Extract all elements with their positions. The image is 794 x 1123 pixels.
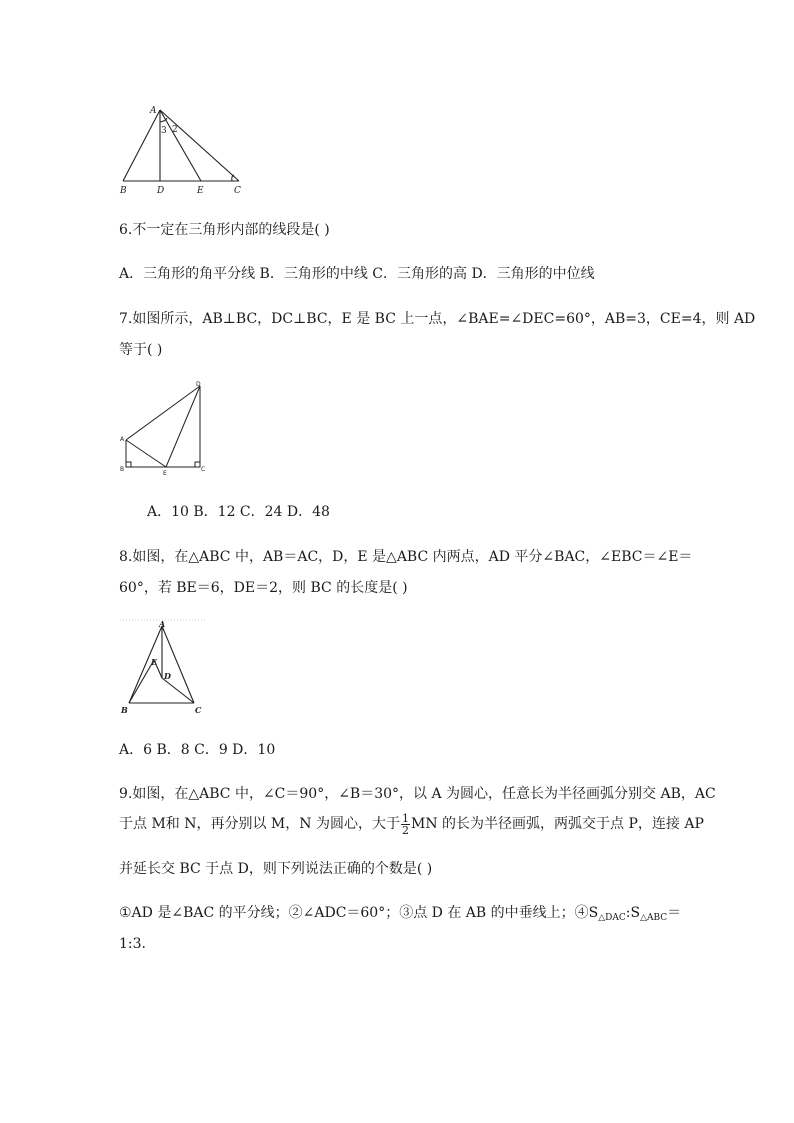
right-angle-c xyxy=(195,462,200,467)
q9-stem-line2-after: MN 的长为半径画弧，两弧交于点 P，连接 AP xyxy=(410,816,704,832)
label-b: B xyxy=(121,705,128,715)
q9-stem-line1: 9.如图，在△ABC 中，∠C＝90°，∠B＝30°，以 A 为圆心，任意长为半径画弧分别交 AB，AC xyxy=(119,786,716,802)
q7-stem-line2: 等于( ) xyxy=(119,342,163,358)
label-c: C xyxy=(201,466,206,473)
figure-q8-svg xyxy=(118,616,218,721)
q9-statements-line1 xyxy=(119,905,682,923)
label-angle-2: 2 xyxy=(172,125,178,135)
segment-ac xyxy=(162,626,194,703)
label-a: A xyxy=(159,619,166,629)
label-b: B xyxy=(120,186,127,196)
q9-stem-line3: 并延长交 BC 于点 D，则下列说法正确的个数是( ) xyxy=(119,861,433,877)
subscript-abc: △ABC xyxy=(640,913,668,923)
label-d: D xyxy=(157,186,165,196)
segment-ab xyxy=(123,110,160,181)
q9-statements-before: ①AD 是∠BAC 的平分线；②∠ADC＝60°；③点 D 在 AB 的中垂线上；④S xyxy=(119,905,599,921)
fraction-one-half xyxy=(401,813,410,836)
segment-ae xyxy=(160,110,201,181)
label-e: E xyxy=(151,657,158,667)
figure-1-svg xyxy=(110,100,250,195)
figure-q8 xyxy=(118,616,218,721)
label-d: D xyxy=(196,381,201,388)
q9-statements-line2: 1:3. xyxy=(119,936,146,952)
label-angle-3: 3 xyxy=(161,126,167,136)
label-e: E xyxy=(197,186,204,196)
subscript-dac: △DAC xyxy=(598,913,626,923)
q6-stem: 6.不一定在三角形内部的线段是( ) xyxy=(119,222,330,238)
q9-stem-line2 xyxy=(119,812,704,836)
label-a: A xyxy=(150,106,157,116)
label-c: C xyxy=(234,186,241,196)
fraction-denominator: 2 xyxy=(401,823,409,837)
q6-options: A．三角形的角平分线 B．三角形的中线 C．三角形的高 D．三角形的中位线 xyxy=(119,266,595,282)
label-e: E xyxy=(163,470,167,477)
q8-stem-line2: 60°，若 BE＝6，DE＝2，则 BC 的长度是( ) xyxy=(119,580,408,596)
figure-triangle-abc-q5 xyxy=(110,100,250,195)
label-d: D xyxy=(164,671,171,681)
segment-ac xyxy=(160,110,239,181)
q7-options: A．10 B．12 C．24 D．48 xyxy=(147,504,330,520)
figure-q7 xyxy=(112,378,222,478)
q9-colon: :S xyxy=(625,905,641,921)
q7-stem-line1: 7.如图所示，AB⊥BC，DC⊥BC，E 是 BC 上一点，∠BAE=∠DEC=60°，AB=3，CE=4，则 AD xyxy=(119,311,756,327)
label-b: B xyxy=(120,466,125,473)
segment-ae xyxy=(126,440,166,467)
figure-q7-svg xyxy=(112,378,222,478)
q9-stem-line2-before: 于点 M和 N，再分别以 M，N 为圆心，大于 xyxy=(119,816,400,832)
label-a: A xyxy=(120,436,125,443)
right-angle-b xyxy=(126,462,131,467)
label-c: C xyxy=(195,705,202,715)
fraction-numerator: 1 xyxy=(401,811,409,825)
q9-statements-after: ＝ xyxy=(667,905,682,921)
q8-stem-line1: 8.如图，在△ABC 中，AB＝AC，D，E 是△ABC 内两点，AD 平分∠BAC，∠EBC＝∠E＝ xyxy=(119,549,693,565)
q8-options: A．6 B．8 C．9 D．10 xyxy=(119,742,276,758)
